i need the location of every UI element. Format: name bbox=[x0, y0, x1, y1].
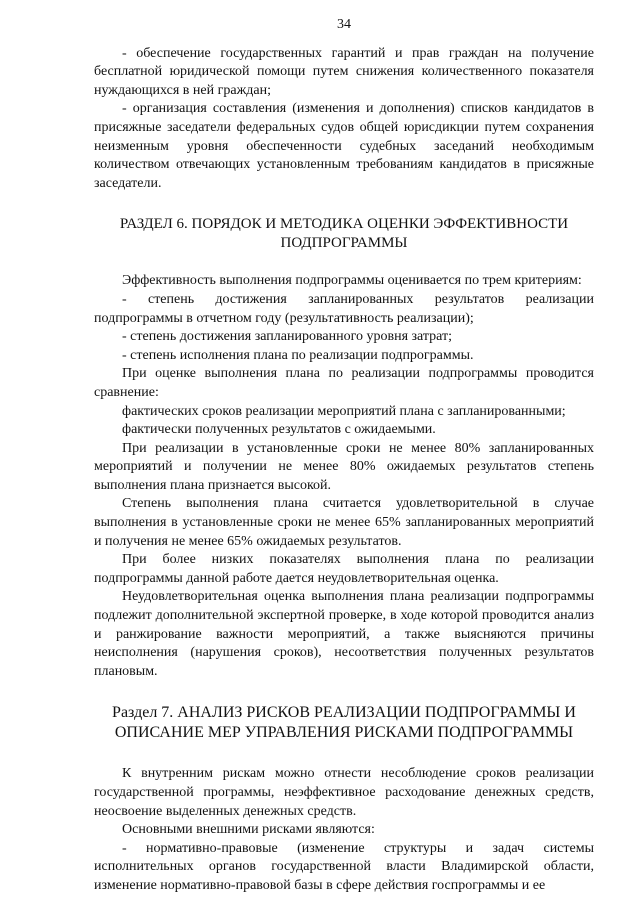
section-6-paragraph: Эффективность выполнения подпрограммы оценивается по трем критериям: bbox=[122, 273, 582, 289]
section-7-paragraph: К внутренним рискам можно отнести несоблюдение сроков реализации государственной программы, неэффективное расходование денежных средств, неосвоение выделенных денежных средств. bbox=[94, 766, 594, 819]
intro-paragraph-2: - организация составления (изменения и дополнения) списков кандидатов в присяжные заседатели федеральных судов общей юрисдикции путем сохранения неизменным уровня обеспеченности судебных заседаний необходимым количеством отвечающих установленным требованиям кандидатов в присяжные заседатели. bbox=[94, 101, 594, 191]
page-number: 34 bbox=[337, 17, 351, 32]
section-6-paragraph: При оценке выполнения плана по реализации подпрограммы проводится сравнение: bbox=[94, 366, 594, 400]
intro-paragraph-1: - обеспечение государственных гарантий и прав граждан на получение бесплатной юридической помощи путем снижения количественного показателя нуждающихся в ней граждан; bbox=[94, 45, 594, 98]
section-6-paragraph: фактических сроков реализации мероприятий плана с запланированными; bbox=[122, 403, 566, 419]
section-6-paragraph: Неудовлетворительная оценка выполнения плана реализации подпрограммы подлежит дополнительной экспертной проверке, в ходе которой проводится анализ и ранжирование важности мероприятий, а также выясняются причины неисполнения (нарушения сроков), несоответствия полученных результатов плановым. bbox=[94, 589, 594, 679]
section-6-paragraph: - степень достижения запланированных результатов реализации подпрограммы в отчетном году (результативность реализации); bbox=[94, 291, 594, 326]
section-6-paragraph: - степень достижения запланированного уровня затрат; bbox=[122, 329, 453, 345]
section-6-paragraph: фактически полученных результатов с ожидаемыми. bbox=[122, 422, 436, 438]
section-6-paragraph: - степень исполнения плана по реализации подпрограммы. bbox=[122, 347, 474, 363]
section-7-paragraph: Основными внешними рисками являются: bbox=[122, 822, 375, 838]
section-7-heading: Раздел 7. АНАЛИЗ РИСКОВ РЕАЛИЗАЦИИ ПОДПРОГРАММЫ И ОПИСАНИЕ МЕР УПРАВЛЕНИЯ РИСКАМИ ПОДПРОГРАММЫ bbox=[112, 704, 576, 742]
section-6-paragraph: При реализации в установленные сроки не менее 80% запланированных мероприятий и получении не менее 80% ожидаемых результатов степень выполнения плана признается высокой. bbox=[94, 440, 594, 493]
section-6-heading: РАЗДЕЛ 6. ПОРЯДОК И МЕТОДИКА ОЦЕНКИ ЭФФЕКТИВНОСТИ ПОДПРОГРАММЫ bbox=[119, 216, 569, 252]
section-7-paragraph: - нормативно-правовые (изменение структуры и задач системы исполнительных органов государственной власти Владимирской области, изменение нормативно-правовой базы в сфере действия госпрограммы и ее bbox=[94, 840, 594, 893]
section-6-paragraph: При более низких показателях выполнения плана по реализации подпрограммы данной работе дается неудовлетворительная оценка. bbox=[94, 552, 594, 586]
section-6-paragraph: Степень выполнения плана считается удовлетворительной в случае выполнения в установленные сроки не менее 65% запланированных мероприятий и получения не менее 65% ожидаемых результатов. bbox=[94, 496, 594, 549]
